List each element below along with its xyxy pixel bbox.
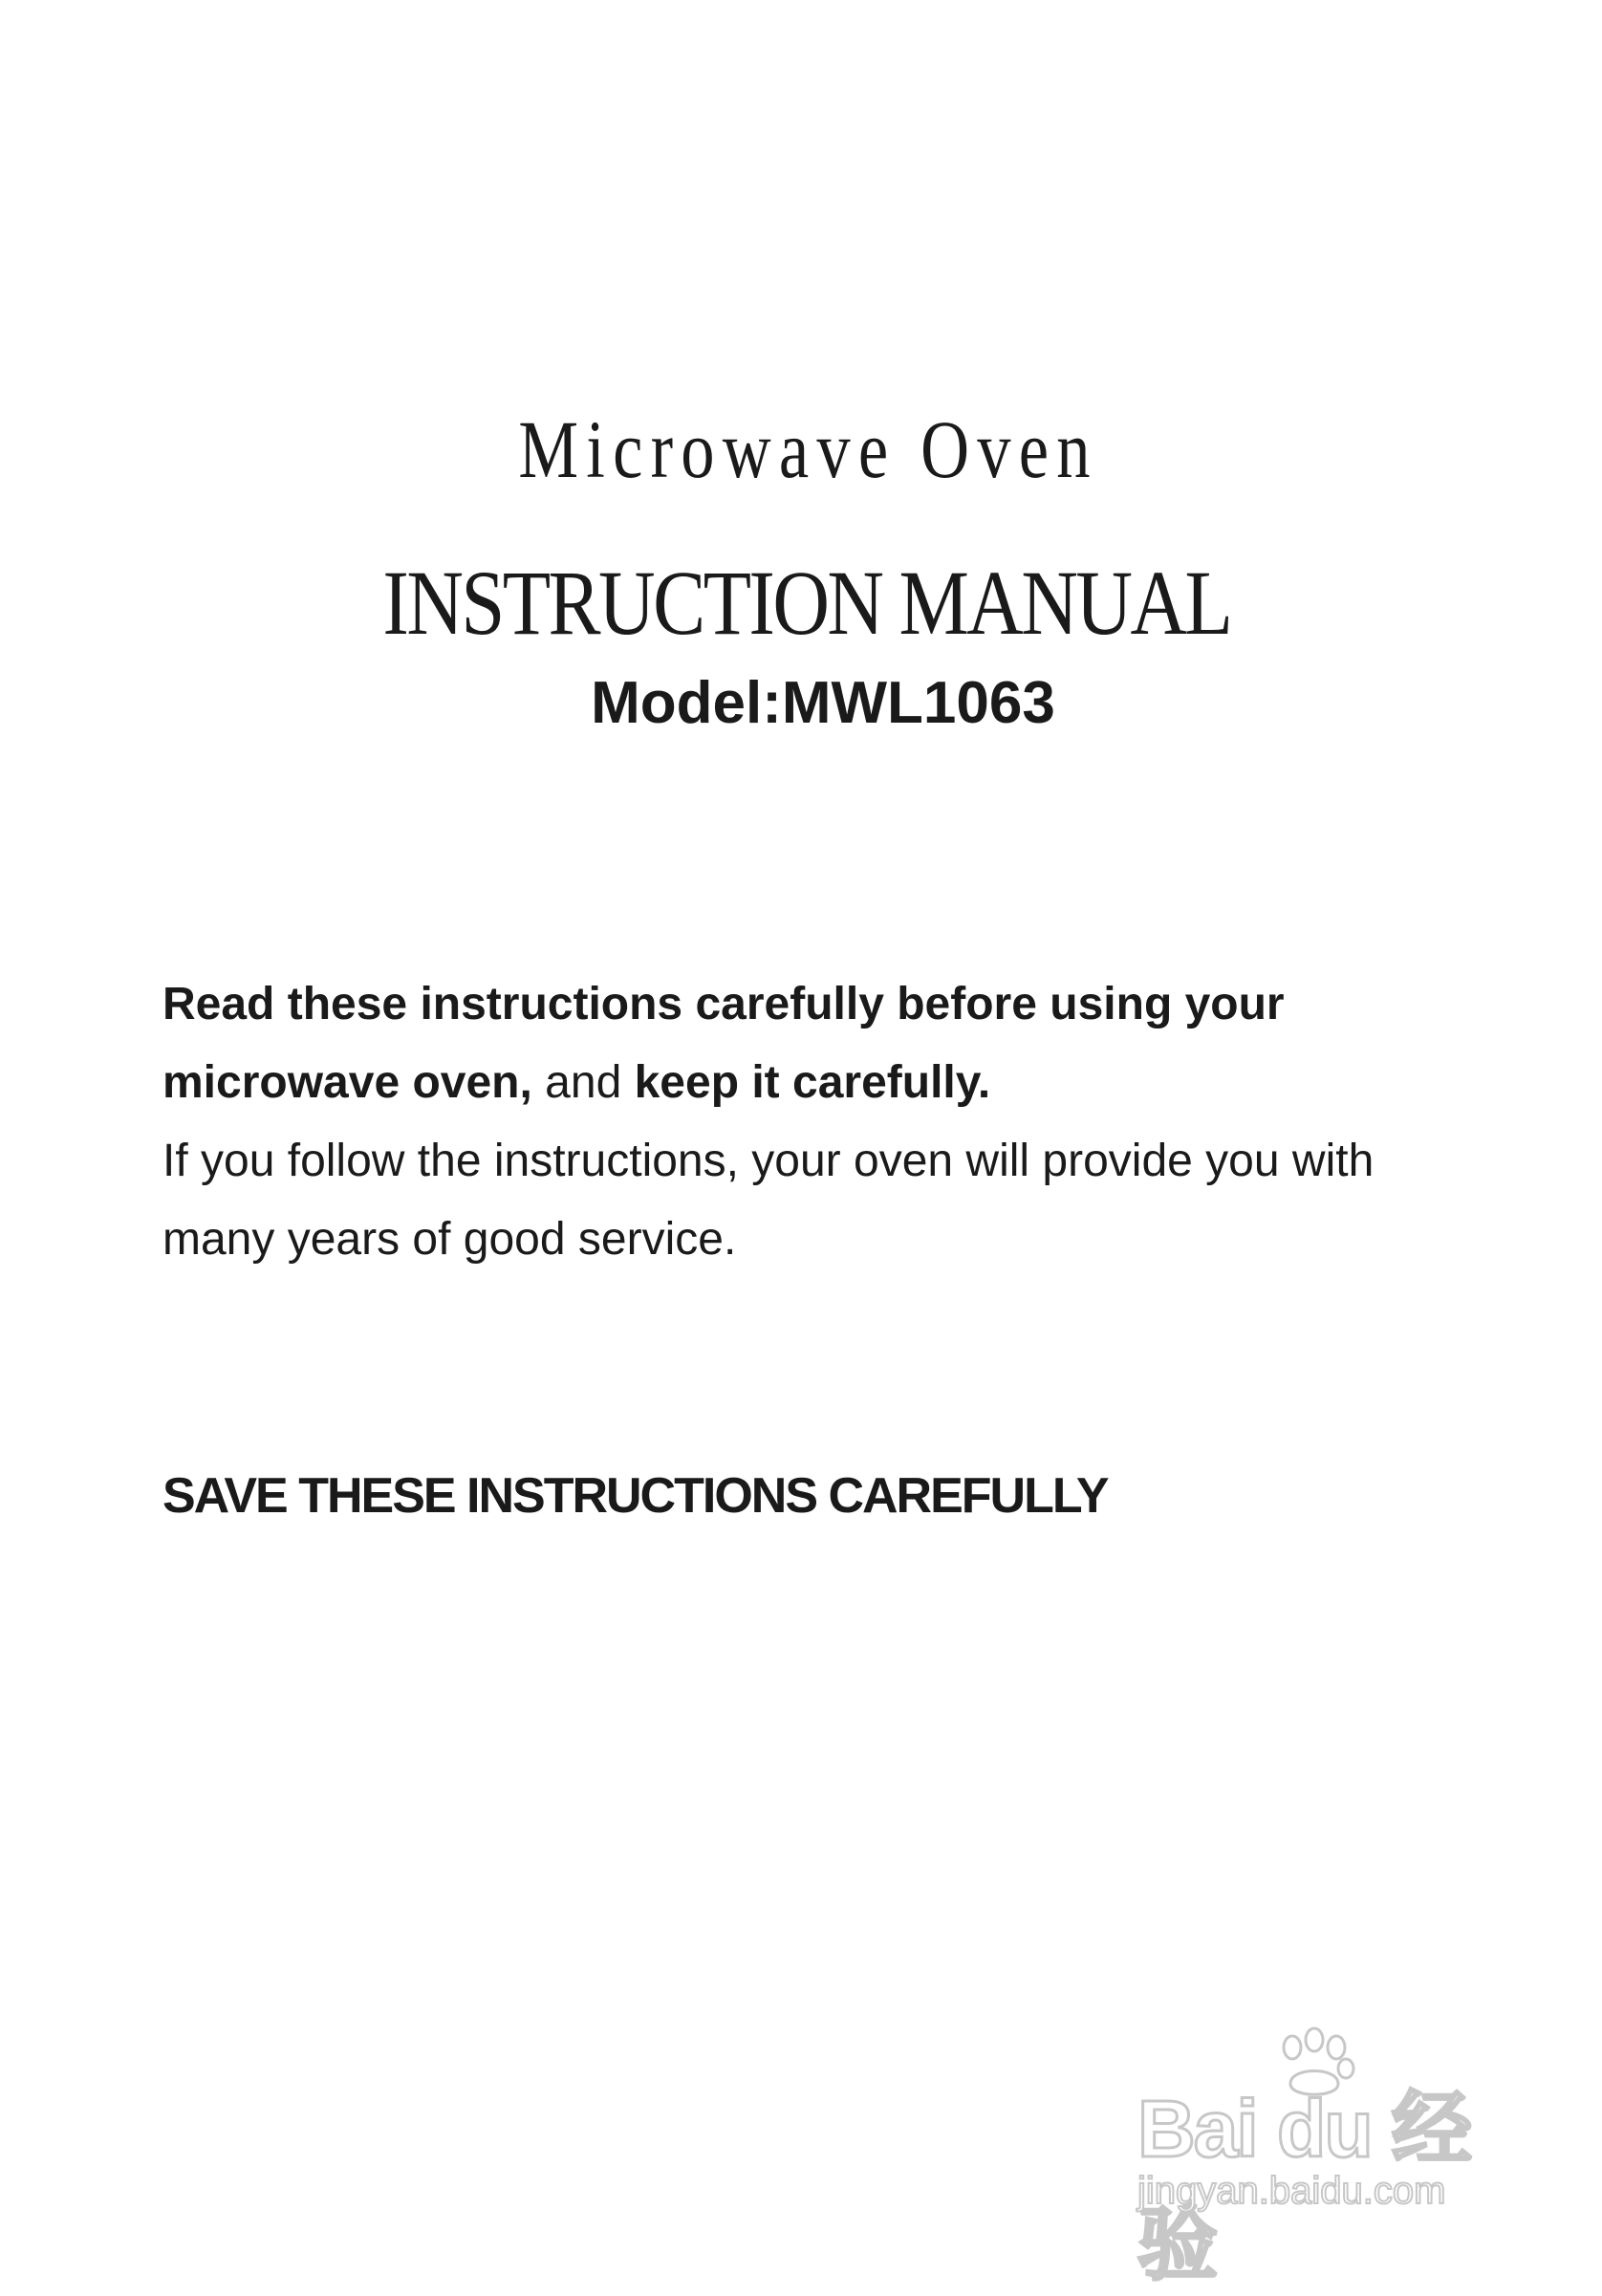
intro-line-4: many years of good service. xyxy=(162,1214,737,1265)
product-title: Microwave Oven xyxy=(518,403,1098,495)
intro-line-2 xyxy=(162,1044,1501,1122)
intro-bold-text: keep it carefully. xyxy=(621,1057,991,1108)
intro-bold-text: microwave oven, xyxy=(162,1057,532,1108)
intro-normal-text: and xyxy=(531,1057,622,1108)
watermark-url: jingyan.baidu.com xyxy=(1137,2170,1446,2212)
save-notice: SAVE THESE INSTRUCTIONS CAREFULLY xyxy=(162,1468,1108,1524)
baidu-watermark xyxy=(1137,2026,1520,2289)
watermark-logo-text: Bai du 经验 xyxy=(1137,2084,1471,2289)
model-number: Model:MWL1063 xyxy=(591,670,1055,736)
intro-line-1 xyxy=(162,965,1501,1044)
manual-title: INSTRUCTION MANUAL xyxy=(382,552,1231,654)
intro-paragraph xyxy=(162,965,1501,1279)
intro-bold-text: Read these instructions carefully before using your xyxy=(162,979,1285,1029)
intro-line-3: If you follow the instructions, your oven will provide you with xyxy=(162,1136,1375,1186)
